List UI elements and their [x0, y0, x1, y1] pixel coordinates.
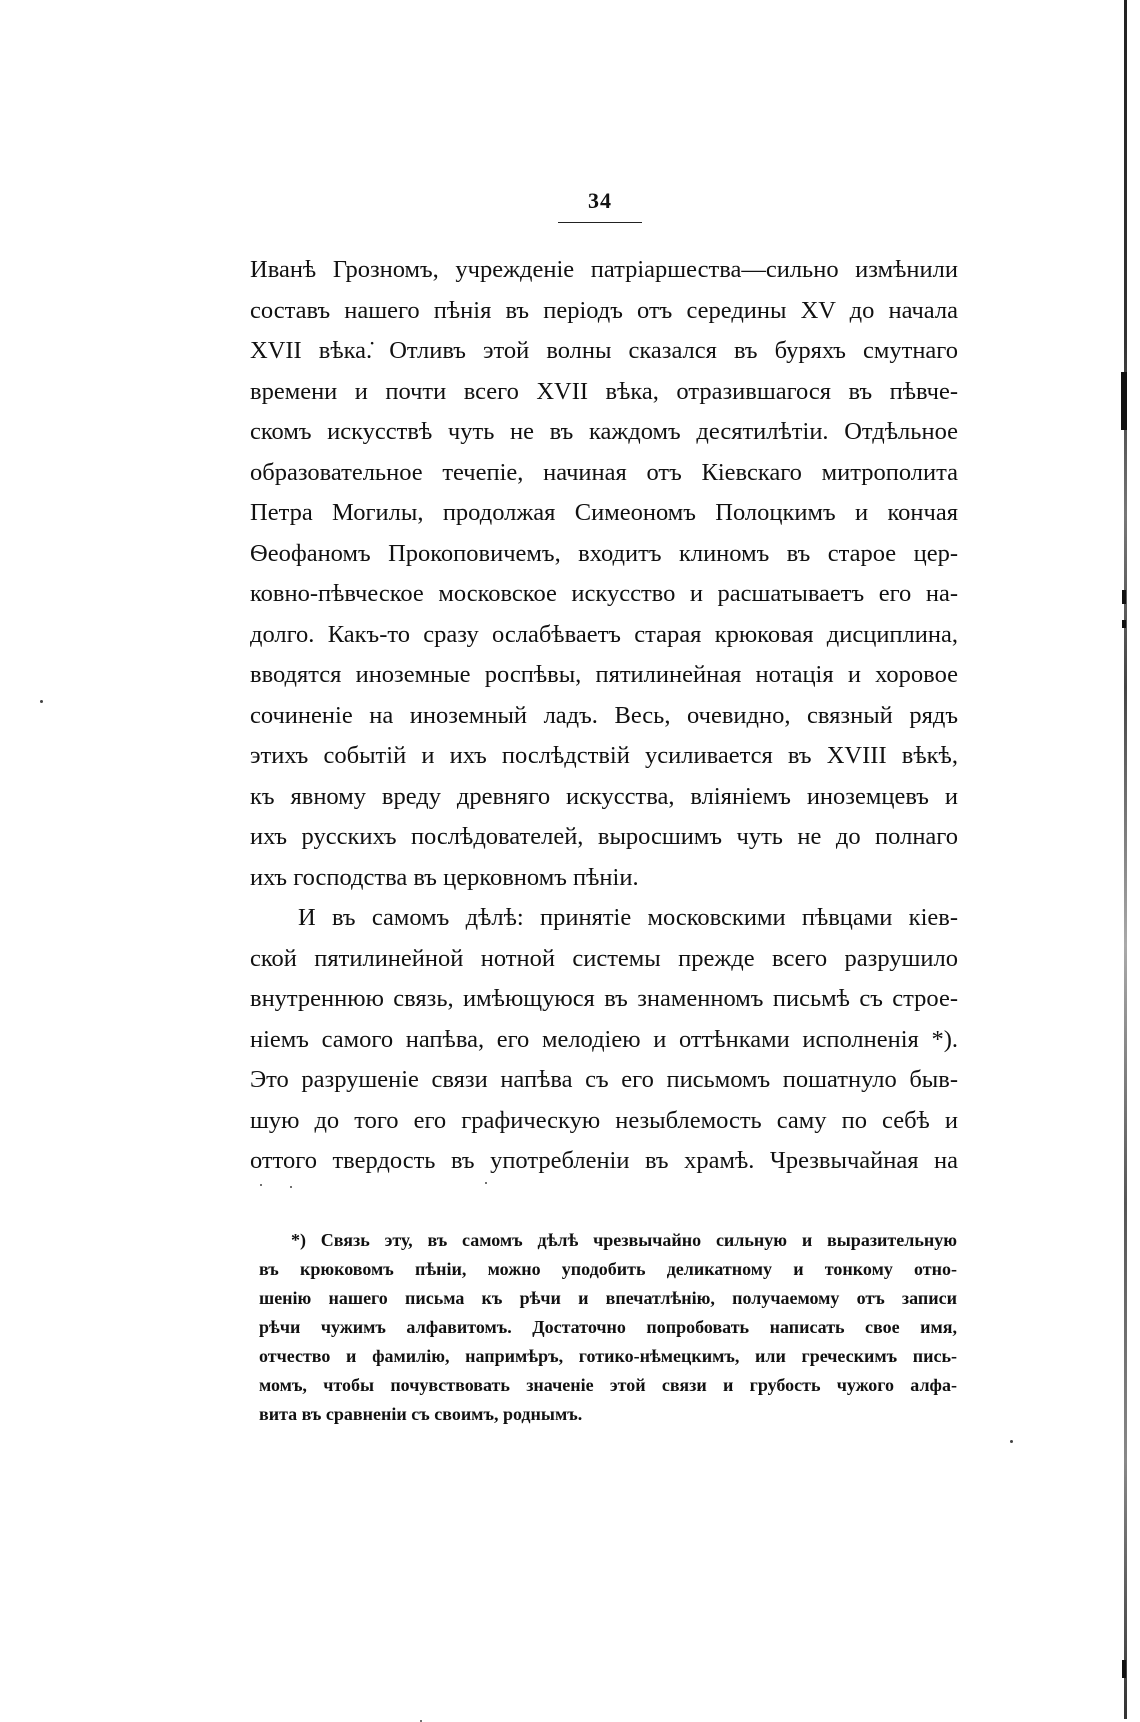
body-line: ихъ господства въ церковномъ пѣніи. [250, 863, 639, 891]
footnote-line: рѣчи чужимъ алфавитомъ. Достаточно попробовать написать свое имя, [259, 1317, 957, 1337]
body-line: ніемъ самого напѣва, его мелодіею и оттѣнками исполненія *). [250, 1025, 958, 1053]
body-line: И въ самомъ дѣлѣ: принятіе московскими пѣвцами кіев- [298, 904, 958, 931]
body-text [250, 250, 958, 1182]
footnote [259, 1226, 957, 1429]
body-line: оттого твердость въ употребленіи въ храмѣ. Чрезвычайная на [250, 1147, 958, 1174]
body-line: Петра Могилы, продолжая Симеономъ Полоцкимъ и кончая [250, 499, 958, 526]
body-line: долго. Какъ-то сразу ослабѣваетъ старая крюковая дисциплина, [250, 620, 958, 648]
body-line: скомъ искусствѣ чуть не въ каждомъ десятилѣтіи. Отдѣльное [250, 418, 958, 445]
footnote-line: шенію нашего письма къ рѣчи и впечатлѣнію, получаемому отъ записи [259, 1288, 957, 1308]
footnote-line: *) Связь эту, въ самомъ дѣлѣ чрезвычайно сильную и выразительную [291, 1230, 957, 1250]
body-line: времени и почти всего XVII вѣка, отразившагося въ пѣвче- [250, 377, 958, 405]
footnote-line: въ крюковомъ пѣніи, можно уподобить деликатному и тонкому отно- [259, 1259, 957, 1279]
scan-edge-mark [1121, 372, 1127, 430]
scan-edge-mark [1122, 590, 1126, 604]
scan-speck [40, 700, 43, 703]
scan-speck [485, 1182, 487, 1184]
body-line: шую до того его графическую незыблемость саму по себѣ и [250, 1106, 958, 1134]
body-line: ихъ русскихъ послѣдователей, выросшимъ чуть не до полнаго [250, 823, 958, 850]
footnote-line: вита въ сравненіи съ своимъ, роднымъ. [259, 1404, 583, 1424]
body-line: Это разрушеніе связи напѣва съ его письмомъ пошатнуло быв- [250, 1066, 958, 1093]
body-line: XVII вѣка.̇ Отливъ этой волны сказался въ буряхъ смутнаго [250, 337, 958, 364]
body-line: составъ нашего пѣнія въ періодъ отъ середины XV до начала [250, 296, 958, 324]
body-line: Ѳеофаномъ Прокоповичемъ, входитъ клиномъ въ старое цер- [250, 539, 958, 567]
body-line: вводятся иноземные роспѣвы, пятилинейная нотація и хоровое [250, 661, 958, 688]
body-line: сочиненіе на иноземный ладъ. Весь, очевидно, связный рядъ [250, 701, 958, 729]
scan-edge-line [1124, 0, 1127, 1719]
page-number: 34 [588, 188, 612, 213]
footnote-line: отчество и фамилію, напримѣръ, готико-нѣмецкимъ, или греческимъ пись- [259, 1346, 957, 1366]
scan-edge-mark [1122, 1660, 1126, 1678]
body-line: внутреннюю связь, имѣющуюся въ знаменномъ письмѣ съ строе- [250, 985, 958, 1012]
body-line: образовательное течепіе, начиная отъ Кіевскаго митрополита [250, 458, 958, 486]
scan-speck [260, 1184, 262, 1186]
body-line: Иванѣ Грозномъ, учрежденіе патріаршества—сильно измѣнили [250, 256, 958, 283]
body-line: этихъ событій и ихъ послѣдствій усиливается въ XVIII вѣкѣ, [250, 742, 958, 769]
scan-speck [290, 1186, 292, 1188]
body-line: къ явному вреду древняго искусства, вліяніемъ иноземцевъ и [250, 782, 958, 810]
page-number-rule [558, 222, 642, 223]
scan-edge-mark [1122, 620, 1126, 628]
body-line: ской пятилинейной нотной системы прежде всего разрушило [250, 944, 958, 972]
footnote-line: момъ, чтобы почувствовать значеніе этой связи и грубость чужого алфа- [259, 1375, 957, 1395]
scan-speck [1010, 1440, 1013, 1443]
body-line: ковно-пѣвческое московское искусство и расшатываетъ его на- [250, 580, 958, 607]
